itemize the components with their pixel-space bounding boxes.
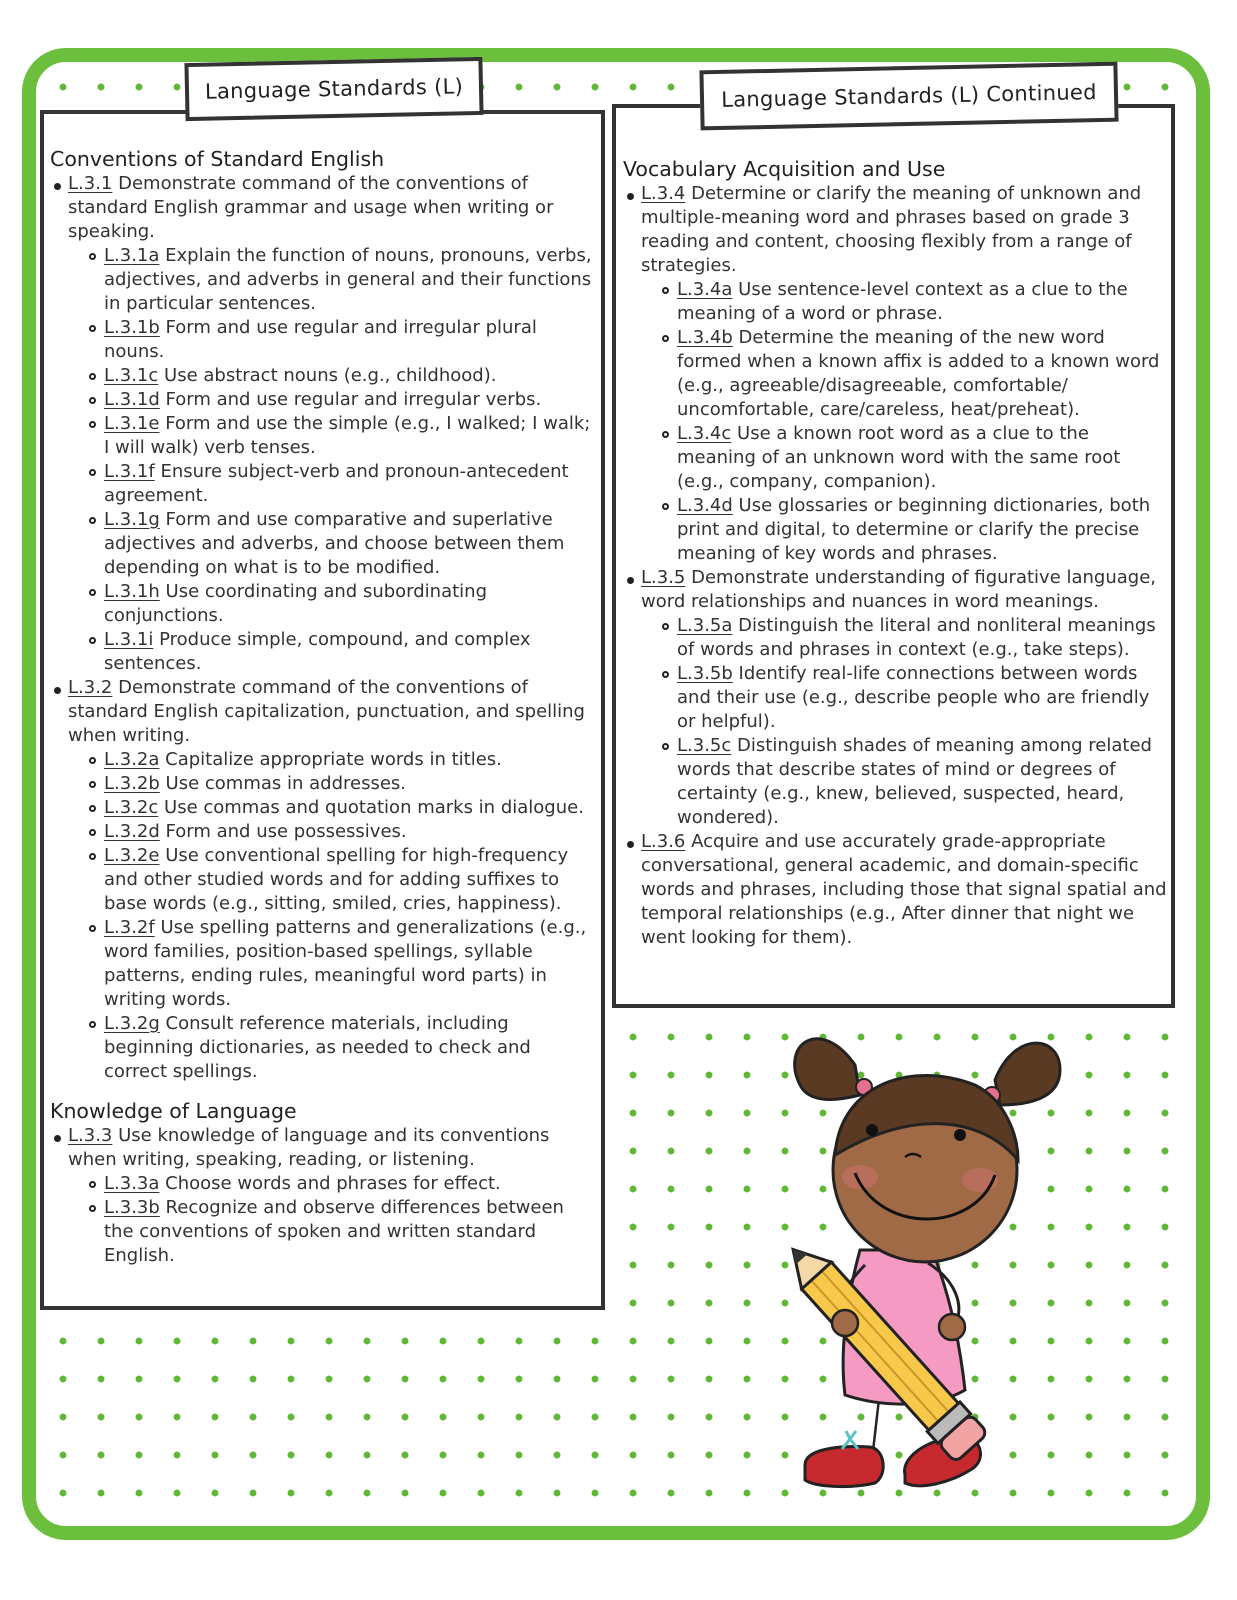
sub-standard-code-link[interactable]: L.3.1c [104,365,159,386]
sub-standards-list [68,244,595,676]
standard-code-link[interactable]: L.3.1 [68,173,113,194]
sub-standard-code-link[interactable]: L.3.1h [104,581,160,602]
section-heading: Conventions of Standard English [50,147,385,171]
section-heading: Vocabulary Acquisition and Use [623,157,946,181]
sub-standard-code-link[interactable]: L.3.2b [104,773,160,794]
sub-standard-code-link[interactable]: L.3.1g [104,509,160,530]
sub-standard-code-link[interactable]: L.3.4c [677,423,732,444]
sub-standard-item [677,278,1168,326]
sub-standard-item [677,494,1168,566]
sub-standard-item [104,820,595,844]
standard-item [50,676,595,1084]
sub-standard-item [104,244,595,316]
sub-standard-code-link[interactable]: L.3.3b [104,1197,160,1218]
sub-standard-text: Use conventional spelling for high-frequency and other studied words and for adding suffixes to base words (e.g., sitting, smiled, cries, happiness). [104,845,569,914]
sub-standards-list [641,614,1168,830]
sub-standard-code-link[interactable]: L.3.2c [104,797,159,818]
sub-standard-text: Capitalize appropriate words in titles. [165,749,502,770]
sub-standard-item [104,1196,595,1268]
left-tab-title: Language Standards (L) [204,74,464,104]
sub-standard-text: Form and use comparative and superlative adjectives and adverbs, and choose between them depending on what is to be modified. [104,509,565,578]
right-panel-tab [699,62,1118,131]
sub-standard-item [104,748,595,772]
standard-text: Demonstrate command of the conventions of standard English grammar and usage when writing or speaking. [68,173,554,242]
standards-list [50,172,595,1084]
sub-standard-item [677,662,1168,734]
sub-standard-text: Consult reference materials, including beginning dictionaries, as needed to check and correct spellings. [104,1013,531,1082]
sub-standard-item [104,412,595,460]
sub-standard-item [104,916,595,1012]
sub-standard-text: Use a known root word as a clue to the meaning of an unknown word with the same root (e.g., company, companion). [677,423,1121,492]
sub-standard-text: Choose words and phrases for effect. [165,1173,501,1194]
sub-standards-list [641,278,1168,566]
sub-standard-code-link[interactable]: L.3.5c [677,735,732,756]
sub-standard-item [104,388,595,412]
sub-standard-text: Determine the meaning of the new word formed when a known affix is added to a known word (e.g., agreeable/disagreeable, comfortable/ uncomfortable, care/careless, heat/preheat). [677,327,1160,420]
sub-standard-item [677,614,1168,662]
sub-standard-code-link[interactable]: L.3.2a [104,749,160,770]
left-standards-list [50,146,595,1268]
sub-standard-text: Use glossaries or beginning dictionaries, both print and digital, to determine or clarify the precise meaning of key words and phrases. [677,495,1151,564]
sub-standard-code-link[interactable]: L.3.2f [104,917,155,938]
sub-standard-code-link[interactable]: L.3.4d [677,495,733,516]
standard-text: Determine or clarify the meaning of unknown and multiple-meaning word and phrases based on grade 3 reading and content, choosing flexibly from a range of strategies. [641,183,1142,276]
standards-list [623,182,1168,950]
standard-code-link[interactable]: L.3.3 [68,1125,113,1146]
right-tab-title: Language Standards (L) Continued [720,80,1098,112]
sub-standard-text: Use sentence-level context as a clue to the meaning of a word or phrase. [677,279,1128,324]
sub-standard-text: Use spelling patterns and generalizations (e.g., word families, position-based spellings, syllable patterns, ending rules, meaningful word parts) in writing words. [104,917,587,1010]
sub-standard-text: Recognize and observe differences between the conventions of spoken and written standard English. [104,1197,564,1266]
standard-item [50,1124,595,1268]
sub-standard-text: Distinguish the literal and nonliteral meanings of words and phrases in context (e.g., take steps). [677,615,1156,660]
sub-standard-item [677,734,1168,830]
sub-standards-list [68,1172,595,1268]
sub-standard-item [104,1172,595,1196]
sub-standard-code-link[interactable]: L.3.3a [104,1173,160,1194]
standard-text: Demonstrate understanding of figurative language, word relationships and nuances in word meanings. [641,567,1157,612]
standard-text: Acquire and use accurately grade-appropriate conversational, general academic, and domain-specific words and phrases, including those that signal spatial and temporal relationships (e.g., After dinner that night we went looking for them). [641,831,1167,948]
standard-item [623,830,1168,950]
sub-standard-item [677,422,1168,494]
sub-standard-text: Produce simple, compound, and complex sentences. [104,629,531,674]
section-gap [50,1084,595,1098]
sub-standard-item [104,628,595,676]
section-heading: Knowledge of Language [50,1099,297,1123]
sub-standard-text: Form and use regular and irregular verbs. [165,389,542,410]
sub-standard-item [104,580,595,628]
sub-standard-text: Use coordinating and subordinating conjunctions. [104,581,488,626]
sub-standard-item [104,364,595,388]
sub-standard-text: Explain the function of nouns, pronouns, verbs, adjectives, and adverbs in general and their functions in particular sentences. [104,245,592,314]
sub-standard-code-link[interactable]: L.3.1i [104,629,154,650]
standard-code-link[interactable]: L.3.2 [68,677,113,698]
girl-with-pencil-illustration [760,1005,1180,1525]
standard-code-link[interactable]: L.3.5 [641,567,686,588]
standard-item [623,566,1168,830]
left-panel-tab [184,57,483,121]
sub-standard-code-link[interactable]: L.3.5a [677,615,733,636]
sub-standard-code-link[interactable]: L.3.1b [104,317,160,338]
sub-standard-text: Use abstract nouns (e.g., childhood). [164,365,497,386]
sub-standard-item [104,796,595,820]
sub-standard-text: Form and use the simple (e.g., I walked; I walk; I will walk) verb tenses. [104,413,591,458]
sub-standard-code-link[interactable]: L.3.4a [677,279,733,300]
standard-item [623,182,1168,566]
sub-standard-code-link[interactable]: L.3.2g [104,1013,160,1034]
sub-standard-text: Identify real-life connections between words and their use (e.g., describe people who are friendly or helpful). [677,663,1150,732]
sub-standard-code-link[interactable]: L.3.1f [104,461,155,482]
sub-standard-code-link[interactable]: L.3.2e [104,845,160,866]
standard-text: Demonstrate command of the conventions of standard English capitalization, punctuation, and spelling when writing. [68,677,585,746]
sub-standard-code-link[interactable]: L.3.4b [677,327,733,348]
sub-standard-item [677,326,1168,422]
sub-standard-item [104,508,595,580]
standard-code-link[interactable]: L.3.4 [641,183,686,204]
sub-standard-item [104,844,595,916]
sub-standard-code-link[interactable]: L.3.1a [104,245,160,266]
right-standards-list [623,156,1168,950]
sub-standard-text: Form and use possessives. [165,821,407,842]
sub-standard-code-link[interactable]: L.3.5b [677,663,733,684]
sub-standards-list [68,748,595,1084]
sub-standard-text: Use commas in addresses. [165,773,407,794]
sub-standard-text: Ensure subject-verb and pronoun-antecedent agreement. [104,461,569,506]
sub-standard-code-link[interactable]: L.3.1e [104,413,160,434]
sub-standard-item [104,460,595,508]
sub-standard-item [104,1012,595,1084]
sub-standard-item [104,316,595,364]
standard-code-link[interactable]: L.3.6 [641,831,686,852]
standard-text: Use knowledge of language and its conventions when writing, speaking, reading, or listening. [68,1125,550,1170]
standard-item [50,172,595,676]
sub-standard-text: Distinguish shades of meaning among related words that describe states of mind or degrees of certainty (e.g., knew, believed, suspected, heard, wondered). [677,735,1152,828]
sub-standard-code-link[interactable]: L.3.1d [104,389,160,410]
sub-standard-text: Form and use regular and irregular plural nouns. [104,317,537,362]
standards-list [50,1124,595,1268]
sub-standard-text: Use commas and quotation marks in dialogue. [164,797,584,818]
sub-standard-code-link[interactable]: L.3.2d [104,821,160,842]
sub-standard-item [104,772,595,796]
